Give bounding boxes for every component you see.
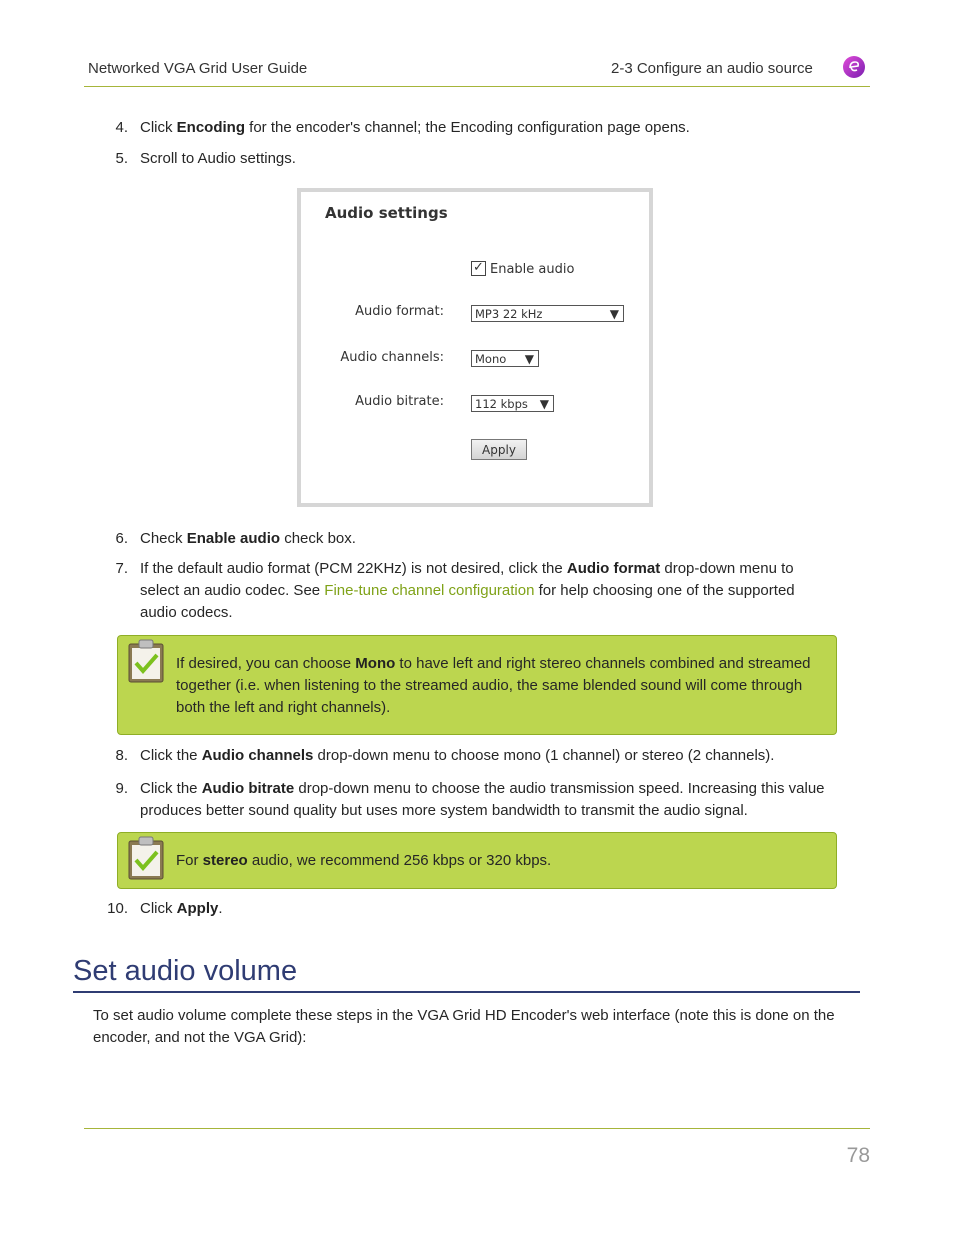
- clipboard-check-icon: [128, 639, 164, 683]
- footer-rule: [84, 1128, 870, 1129]
- audio-channels-select[interactable]: Mono ▼: [471, 350, 539, 367]
- list-item-step-7: 7. If the default audio format (PCM 22KHz) is not desired, click the Audio format drop-down menu to select an audio codec. See Fine-tune channel configuration for help choosing one of the supported audio codecs.: [115, 560, 795, 621]
- document-title: Networked VGA Grid User Guide: [88, 60, 308, 77]
- audio-bitrate-label: Audio bitrate:: [355, 394, 444, 409]
- audio-bitrate-select[interactable]: 112 kbps ▼: [471, 395, 554, 412]
- note-callout: If desired, you can choose Mono to have left and right stereo channels combined and streamed together (i.e. when listening to the streamed audio, the same blended sound will come through both the left and right channels).: [117, 635, 837, 735]
- section-heading: Set audio volume: [73, 955, 298, 987]
- enable-audio-checkbox[interactable]: ✓: [471, 261, 486, 276]
- heading-rule: [73, 991, 860, 993]
- audio-channels-label: Audio channels:: [340, 350, 444, 365]
- epiphan-logo-icon: [842, 55, 866, 79]
- audio-format-select[interactable]: MP3 22 kHz ▼: [471, 305, 624, 322]
- intro-paragraph: To set audio volume complete these steps in the VGA Grid HD Encoder's web interface (note this is done on the encoder, and not the VGA Grid):: [93, 1007, 835, 1046]
- list-item-step-4: 4. Click Encoding for the encoder's channel; the Encoding configuration page opens.: [115, 119, 690, 136]
- list-item-step-5: 5. Scroll to Audio settings.: [115, 150, 296, 167]
- list-item-step-8: 8. Click the Audio channels drop-down menu to choose mono (1 channel) or stereo (2 channels).: [115, 747, 775, 764]
- list-item-step-6: 6. Check Enable audio check box.: [115, 530, 356, 547]
- section-title: 2-3 Configure an audio source: [611, 60, 813, 77]
- chevron-down-icon: ▼: [539, 397, 549, 411]
- header-rule: [84, 86, 870, 87]
- list-item-step-10: 10. Click Apply.: [107, 900, 223, 917]
- enable-audio-label: Enable audio: [490, 262, 575, 277]
- chevron-down-icon: ▼: [609, 307, 619, 321]
- list-item-step-9: 9. Click the Audio bitrate drop-down menu to choose the audio transmission speed. Increasing this value produces better sound quality but uses more system bandwidth to transmit the audio signal.: [115, 780, 825, 819]
- note-callout: For stereo audio, we recommend 256 kbps or 320 kbps.: [117, 832, 837, 889]
- clipboard-check-icon: [128, 836, 164, 880]
- apply-button[interactable]: Apply: [471, 439, 527, 460]
- audio-format-label: Audio format:: [355, 304, 444, 319]
- audio-settings-screenshot: [297, 188, 653, 507]
- fine-tune-link[interactable]: Fine-tune channel configuration: [324, 582, 535, 599]
- audio-settings-title: Audio settings: [325, 204, 448, 222]
- page-number: 78: [846, 1144, 870, 1167]
- chevron-down-icon: ▼: [524, 352, 534, 366]
